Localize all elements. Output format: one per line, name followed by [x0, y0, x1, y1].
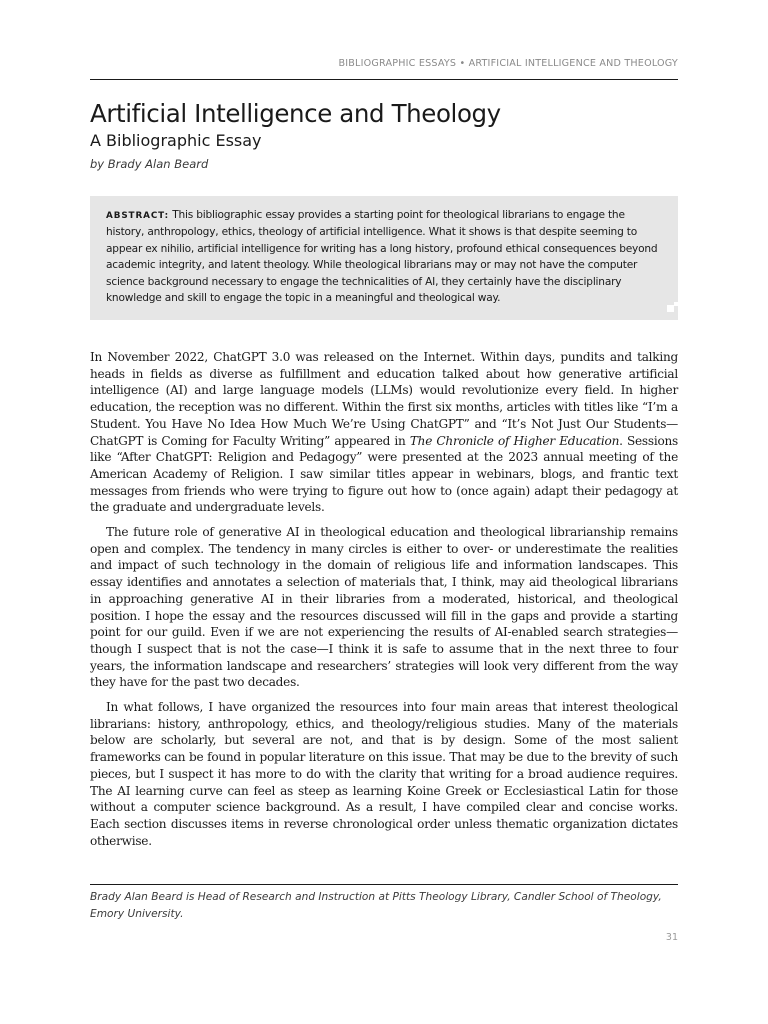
author-footnote: Brady Alan Beard is Head of Research and Instruction at Pitts Theology Library, Candler School of Theology, Emory University. [90, 891, 662, 920]
body-paragraph-3: In what follows, I have organized the resources into four main areas that interest theological librarians: history, anthropology, ethics, and theology/religious studies. Many of the materials below are scholarly, but several are not, and that is by design. Some of the most salient frameworks can be found in popular literature on this issue. That may be due to the brevity of such pieces, but I suspect it has more to do with the clarity that writing for a broad audience requires. The AI learning curve can feel as steep as learning Koine Greek or Ecclesiastical Latin for those without a computer science background. As a result, I have compiled clear and concise works. Each section discusses items in reverse chronological order unless thematic organization dictates otherwise. [90, 700, 678, 848]
body-paragraph-2: The future role of generative AI in theological education and theological librarianship remains open and complex. The tendency in many circles is either to over- or underestimate the realities and impact of such technology in the domain of religious life and information landscapes. This essay identifies and annotates a selection of materials that, I think, may aid theological librarians in approaching generative AI in their libraries from a moderated, historical, and theological position. I hope the essay and the resources discussed will fill in the gaps and provide a starting point for our guild. Even if we are not experiencing the results of AI-enabled search strategies—though I suspect that is not the case—I think it is safe to assume that in the next three to four years, the information landscape and researchers’ strategies will look very different from the way they have for the past two decades. [90, 525, 678, 690]
header-divider [90, 79, 678, 80]
author-byline: by Brady Alan Beard [90, 157, 209, 171]
abstract-box [90, 196, 678, 320]
abstract-corner-notch-small [674, 302, 678, 306]
abstract-label: ABSTRACT: [106, 211, 170, 221]
abstract-corner-notch [667, 305, 674, 312]
paragraph-1-text-a: In November 2022, ChatGPT 3.0 was released on the Internet. Within days, pundits and talking heads in fields as diverse as fulfillment and education talked about how generative artificial intelligence (AI) and large language models (LLMs) would revolutionize every field. In higher education, the reception was no different. Within the first six months, articles with titles like “I’m a Student. You Have No Idea How Much We’re Using ChatGPT” and “It’s Not Just Our Students—ChatGPT is Coming for Faculty Writing” appeared in [90, 350, 678, 448]
abstract-text: This bibliographic essay provides a starting point for theological librarians to engage the history, anthropology, ethics, theology of artificial intelligence. What it shows is that despite seeming to appear ex nihilio, artificial intelligence for writing has a long history, profound ethical consequences beyond academic integrity, and latent theology. While theological librarians may or may not have the computer science background necessary to engage the technicalities of AI, they certainly have the disciplinary knowledge and skill to engage the topic in a meaningful and theological way. [106, 209, 658, 305]
page-number: 31 [665, 932, 678, 943]
body-paragraph-1 [90, 349, 678, 516]
article-subtitle: A Bibliographic Essay [90, 131, 262, 150]
footnote-divider [90, 884, 678, 885]
paragraph-1-text-b: . Sessions like “After ChatGPT: Religion and Pedagogy” were presented at the 2023 annual meeting of the American Academy of Religion. I saw similar titles appear in webinars, blogs, and frantic text messages from friends who were trying to figure out how to (once again) adapt their pedagogy at the graduate and undergraduate levels. [90, 433, 678, 515]
publication-title: The Chronicle of Higher Education [409, 433, 620, 448]
article-body [90, 349, 678, 857]
journal-page [90, 0, 678, 1024]
article-title: Artificial Intelligence and Theology [90, 99, 501, 128]
running-head: BIBLIOGRAPHIC ESSAYS • ARTIFICIAL INTELLIGENCE AND THEOLOGY [338, 58, 678, 69]
